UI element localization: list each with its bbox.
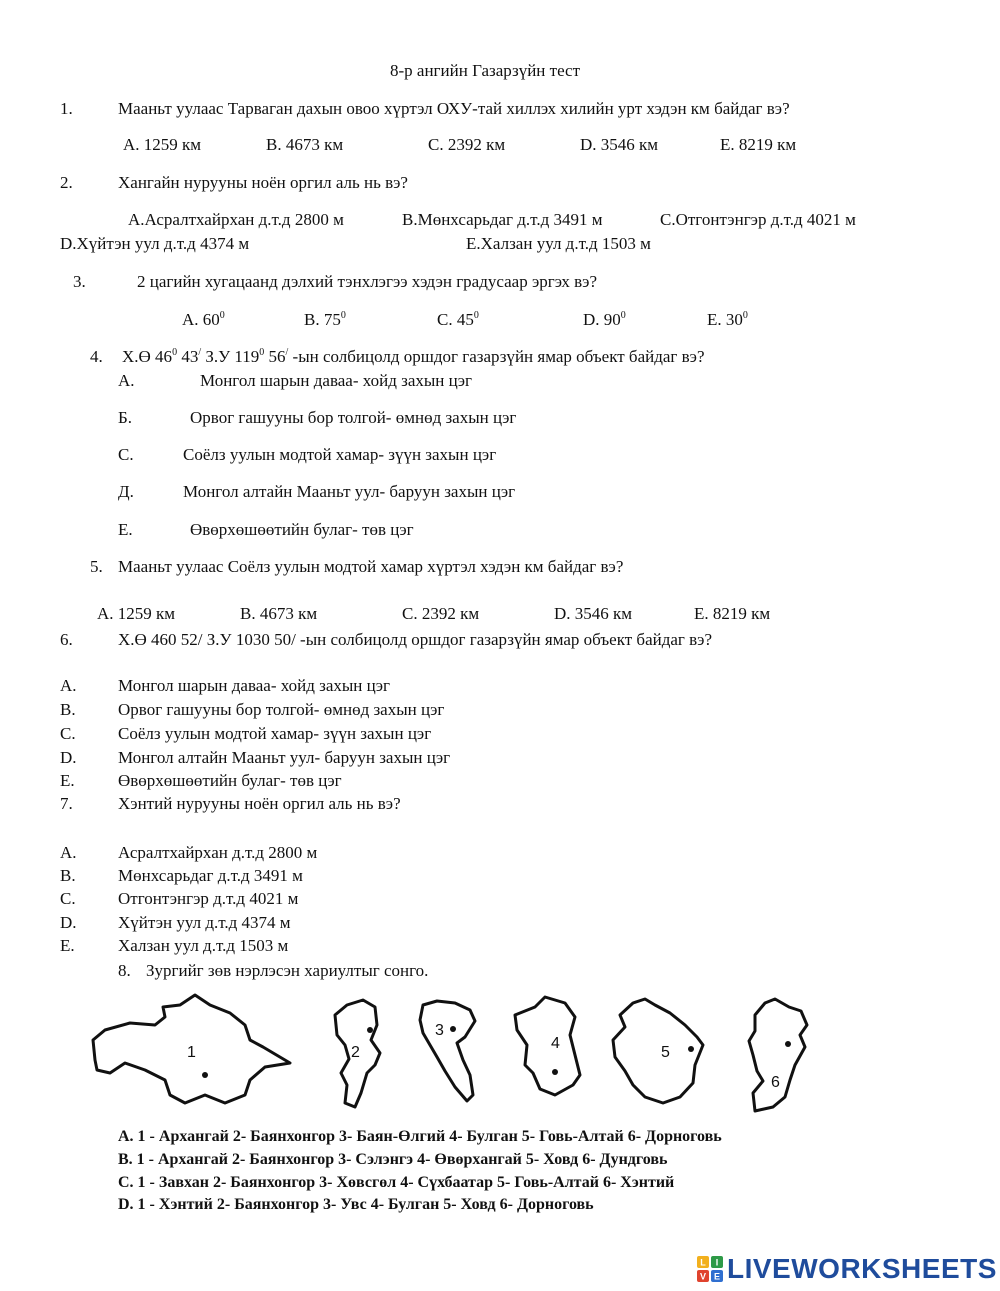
- province-shape-3: [420, 1001, 475, 1101]
- question-8-number: 8.: [118, 961, 131, 980]
- q4-option-c[interactable]: Соёлз уулын модтой хамар- зүүн захын цэг: [183, 445, 497, 464]
- q4-option-a-letter: А.: [118, 371, 135, 390]
- question-7-number: 7.: [60, 794, 73, 813]
- liveworksheets-wordmark: LIVEWORKSHEETS: [727, 1253, 997, 1284]
- q6-option-c-letter: C.: [60, 724, 76, 743]
- question-5-number: 5.: [90, 557, 103, 576]
- province-dot-4: [552, 1069, 558, 1075]
- q4-option-a[interactable]: Монгол шарын даваа- хойд захын цэг: [200, 371, 472, 390]
- q4-option-e[interactable]: Өвөрхөшөөтийн булаг- төв цэг: [190, 520, 414, 539]
- province-dot-2: [367, 1027, 373, 1033]
- q7-option-a[interactable]: Асралтхайрхан д.т.д 2800 м: [118, 843, 318, 862]
- province-label-2: 2: [351, 1044, 360, 1061]
- q4-option-b[interactable]: Орвог гашууны бор толгой- өмнөд захын цэг: [190, 408, 517, 427]
- question-4-text: Х.Ө $46^0$ 43/ З.У $119^0$ 56/ -ын солбицолд оршдог газарзүйн ямар объект байдаг вэ?: [122, 347, 705, 366]
- q2-option-d[interactable]: D.Хүйтэн уул д.т.д 4374 м: [60, 234, 250, 253]
- q8-option-c[interactable]: C. 1 - Завхан 2- Баянхонгор 3- Хөвсгөл 4- Сүхбаатар 5- Говь-Алтай 6- Хэнтий: [118, 1174, 675, 1191]
- question-4-number: 4.: [90, 347, 103, 366]
- question-2-text: Хангайн нурууны ноён оргил аль нь вэ?: [118, 173, 408, 192]
- question-6-text: Х.Ө 460 52/ З.У 1030 50/ -ын солбицолд оршдог газарзүйн ямар объект байдаг вэ?: [118, 630, 713, 649]
- q7-option-b-letter: B.: [60, 866, 76, 885]
- liveworksheets-icon: [697, 1256, 723, 1282]
- q5-option-e[interactable]: E. 8219 км: [694, 604, 771, 623]
- question-8-text: Зургийг зөв нэрлэсэн хариултыг сонго.: [146, 961, 429, 980]
- question-1-number: 1.: [60, 99, 73, 118]
- q6-option-a[interactable]: Монгол шарын даваа- хойд захын цэг: [118, 676, 390, 695]
- q4-option-b-letter: Б.: [118, 408, 133, 427]
- q5-option-b[interactable]: B. 4673 км: [240, 604, 318, 623]
- q7-option-d-letter: D.: [60, 913, 77, 932]
- q7-option-e[interactable]: Халзан уул д.т.д 1503 м: [118, 936, 289, 955]
- q3-option-c[interactable]: C. $45^0$: [437, 310, 479, 329]
- question-7-text: Хэнтий нурууны ноён оргил аль нь вэ?: [118, 794, 401, 813]
- q6-option-c[interactable]: Соёлз уулын модтой хамар- зүүн захын цэг: [118, 724, 432, 743]
- q1-option-c[interactable]: C. 2392 км: [428, 135, 506, 154]
- province-dot-5: [688, 1046, 694, 1052]
- question-3-number: 3.: [73, 272, 86, 291]
- q5-option-d[interactable]: D. 3546 км: [554, 604, 633, 623]
- province-maps: [85, 985, 985, 1130]
- province-label-1: 1: [187, 1044, 196, 1061]
- q1-option-b[interactable]: B. 4673 км: [266, 135, 344, 154]
- q6-option-e[interactable]: Өвөрхөшөөтийн булаг- төв цэг: [118, 771, 342, 790]
- q3-option-a[interactable]: A. $60^0$: [182, 310, 225, 329]
- province-shape-6: [749, 999, 807, 1111]
- province-dot-6: [785, 1041, 791, 1047]
- q6-option-b[interactable]: Орвог гашууны бор толгой- өмнөд захын цэг: [118, 700, 445, 719]
- q8-option-a[interactable]: A. 1 - Архангай 2- Баянхонгор 3- Баян-Өлгий 4- Булган 5- Говь-Алтай 6- Дорноговь: [118, 1128, 722, 1145]
- svg-text:V: V: [699, 1271, 707, 1282]
- province-label-5: 5: [661, 1044, 670, 1061]
- q4-option-e-letter: Е.: [118, 520, 133, 539]
- svg-text:E: E: [713, 1271, 721, 1282]
- province-label-6: 6: [771, 1074, 780, 1091]
- province-dot-1: [202, 1072, 208, 1078]
- q5-option-a[interactable]: A. 1259 км: [97, 604, 176, 623]
- q4-option-d-letter: Д.: [118, 482, 134, 501]
- q6-option-b-letter: B.: [60, 700, 76, 719]
- svg-text:I: I: [715, 1257, 719, 1268]
- question-3-text: 2 цагийн хугацаанд дэлхий тэнхлэгээ хэдэн градусаар эргэх вэ?: [137, 272, 597, 291]
- q3-option-e[interactable]: E. $30^0$: [707, 310, 748, 329]
- q6-option-d-letter: D.: [60, 748, 77, 767]
- q2-option-c[interactable]: C.Отгонтэнгэр д.т.д 4021 м: [660, 210, 856, 229]
- q7-option-b[interactable]: Мөнхсарьдаг д.т.д 3491 м: [118, 866, 303, 885]
- q2-option-b[interactable]: B.Мөнхсарьдаг д.т.д 3491 м: [402, 210, 603, 229]
- liveworksheets-logo: [697, 1253, 997, 1285]
- page-title: 8-р ангийн Газарзүйн тест: [390, 61, 581, 80]
- q4-option-c-letter: С.: [118, 445, 134, 464]
- q3-option-d[interactable]: D. $90^0$: [583, 310, 626, 329]
- province-label-4: 4: [551, 1035, 560, 1052]
- q7-option-d[interactable]: Хүйтэн уул д.т.д 4374 м: [118, 913, 291, 932]
- q1-option-e[interactable]: E. 8219 км: [720, 135, 797, 154]
- province-label-3: 3: [435, 1022, 444, 1039]
- q1-option-d[interactable]: D. 3546 км: [580, 135, 659, 154]
- question-2-number: 2.: [60, 173, 73, 192]
- province-shape-4: [515, 997, 580, 1095]
- question-1-text: Мааньт уулаас Тарваган дахын овоо хүртэл ОХУ-тай хиллэх хилийн урт хэдэн км байдаг вэ?: [118, 99, 790, 118]
- q8-option-b[interactable]: B. 1 - Архангай 2- Баянхонгор 3- Сэлэнгэ 4- Өвөрхангай 5- Ховд 6- Дундговь: [118, 1151, 668, 1168]
- question-5-text: Мааньт уулаас Соёлз уулын модтой хамар хүртэл хэдэн км байдаг вэ?: [118, 557, 624, 576]
- q7-option-c-letter: C.: [60, 889, 76, 908]
- province-dot-3: [450, 1026, 456, 1032]
- q7-option-a-letter: A.: [60, 843, 77, 862]
- q7-option-c[interactable]: Отгонтэнгэр д.т.д 4021 м: [118, 889, 299, 908]
- question-6-number: 6.: [60, 630, 73, 649]
- q6-option-a-letter: A.: [60, 676, 77, 695]
- q8-option-d[interactable]: D. 1 - Хэнтий 2- Баянхонгор 3- Увс 4- Булган 5- Ховд 6- Дорноговь: [118, 1196, 594, 1213]
- q2-option-e[interactable]: E.Халзан уул д.т.д 1503 м: [466, 234, 651, 253]
- q2-option-a[interactable]: A.Асралтхайрхан д.т.д 2800 м: [128, 210, 344, 229]
- q5-option-c[interactable]: C. 2392 км: [402, 604, 480, 623]
- q6-option-e-letter: E.: [60, 771, 75, 790]
- q1-option-a[interactable]: A. 1259 км: [123, 135, 202, 154]
- q7-option-e-letter: E.: [60, 936, 75, 955]
- svg-text:L: L: [700, 1257, 706, 1268]
- q3-option-b[interactable]: B. $75^0$: [304, 310, 346, 329]
- q6-option-d[interactable]: Монгол алтайн Мааньт уул- баруун захын цэг: [118, 748, 451, 767]
- q4-option-d[interactable]: Монгол алтайн Мааньт уул- баруун захын цэг: [183, 482, 516, 501]
